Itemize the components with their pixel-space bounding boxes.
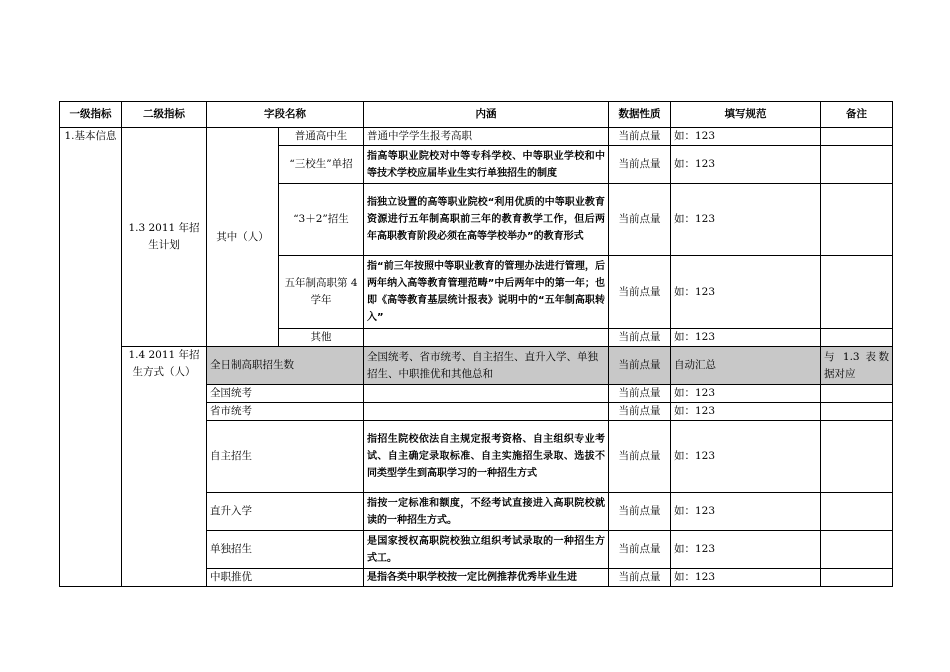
meaning-cell: 指高等职业院校对中等专科学校、中等职业学校和中等技术学校应届毕业生实行单独招生的制度 (364, 146, 609, 184)
rule-cell: 如：123 (671, 128, 821, 146)
nature-cell: 当前点量 (609, 128, 671, 146)
meaning-cell (364, 329, 609, 347)
total-rule-cell: 自动汇总 (671, 347, 821, 385)
field-cell: 省市统考 (207, 403, 364, 421)
header-level2: 二级指标 (122, 102, 207, 128)
total-note-cell: 与 1.3 表数据对应 (821, 347, 893, 385)
table-row (60, 128, 893, 146)
note-cell (821, 146, 893, 184)
meaning-cell (364, 403, 609, 421)
field-cell: 自主招生 (207, 421, 364, 493)
field-cell: “三校生”单招 (279, 146, 364, 184)
field-cell: 中职推优 (207, 569, 364, 587)
meaning-cell: 普通中学学生报考高职 (364, 128, 609, 146)
rule-cell: 如：123 (671, 146, 821, 184)
header-note: 备注 (821, 102, 893, 128)
nature-cell: 当前点量 (609, 256, 671, 329)
meaning-cell: 指“前三年按照中等职业教育的管理办法进行管理，后两年纳入高等教育管理范畴”中后两年中的第一年；也即《高等教育基层统计报表》说明中的“五年制高职转入” (364, 256, 609, 329)
header-field: 字段名称 (207, 102, 364, 128)
header-rule: 填写规范 (671, 102, 821, 128)
rule-cell: 如：123 (671, 403, 821, 421)
meaning-cell (364, 385, 609, 403)
meaning-cell: 指按一定标准和额度，不经考试直接进入高职院校就读的一种招生方式。 (364, 493, 609, 531)
note-cell (821, 569, 893, 587)
field-cell: 其他 (279, 329, 364, 347)
table-row-total (60, 347, 893, 385)
field-cell: 全国统考 (207, 385, 364, 403)
meaning-cell: 指招生院校依法自主规定报考资格、自主组织专业考试、自主确定录取标准、自主实施招生录取、选拔不同类型学生到高职学习的一种招生方式 (364, 421, 609, 493)
field-cell: “3＋2”招生 (279, 184, 364, 256)
rule-cell: 如：123 (671, 329, 821, 347)
nature-cell: 当前点量 (609, 385, 671, 403)
nature-cell: 当前点量 (609, 403, 671, 421)
total-nature-cell: 当前点量 (609, 347, 671, 385)
rule-cell: 如：123 (671, 493, 821, 531)
section13-group: 其中（人） (207, 128, 279, 347)
nature-cell: 当前点量 (609, 184, 671, 256)
note-cell (821, 184, 893, 256)
section14-label: 1.4 2011 年招生方式（人） (122, 347, 207, 587)
rule-cell: 如：123 (671, 421, 821, 493)
rule-cell: 如：123 (671, 569, 821, 587)
header-row (60, 102, 893, 128)
header-meaning: 内涵 (364, 102, 609, 128)
meaning-cell: 是国家授权高职院校独立组织考试录取的一种招生方式工。 (364, 531, 609, 569)
note-cell (821, 128, 893, 146)
rule-cell: 如：123 (671, 184, 821, 256)
note-cell (821, 329, 893, 347)
rule-cell: 如：123 (671, 256, 821, 329)
note-cell (821, 403, 893, 421)
field-cell: 单独招生 (207, 531, 364, 569)
note-cell (821, 493, 893, 531)
nature-cell: 当前点量 (609, 146, 671, 184)
nature-cell: 当前点量 (609, 329, 671, 347)
header-level1: 一级指标 (60, 102, 122, 128)
meaning-cell: 指独立设置的高等职业院校“利用优质的中等职业教育资源进行五年制高职前三年的教育教学工作，但后两年高职教育阶段必须在高等学校举办”的教育形式 (364, 184, 609, 256)
note-cell (821, 256, 893, 329)
level1-basic-info: 1.基本信息 (60, 128, 122, 587)
header-nature: 数据性质 (609, 102, 671, 128)
nature-cell: 当前点量 (609, 493, 671, 531)
meaning-cell: 是指各类中职学校按一定比例推荐优秀毕业生进 (364, 569, 609, 587)
field-cell: 普通高中生 (279, 128, 364, 146)
field-cell: 五年制高职第 4 学年 (279, 256, 364, 329)
rule-cell: 如：123 (671, 531, 821, 569)
nature-cell: 当前点量 (609, 421, 671, 493)
nature-cell: 当前点量 (609, 569, 671, 587)
rule-cell: 如：123 (671, 385, 821, 403)
indicator-table (59, 101, 893, 587)
note-cell (821, 421, 893, 493)
section13-label: 1.3 2011 年招生计划 (122, 128, 207, 347)
field-cell: 直升入学 (207, 493, 364, 531)
nature-cell: 当前点量 (609, 531, 671, 569)
note-cell (821, 531, 893, 569)
note-cell (821, 385, 893, 403)
total-field-cell: 全日制高职招生数 (207, 347, 364, 385)
total-meaning-cell: 全国统考、省市统考、自主招生、直升入学、单独招生、中职推优和其他总和 (364, 347, 609, 385)
